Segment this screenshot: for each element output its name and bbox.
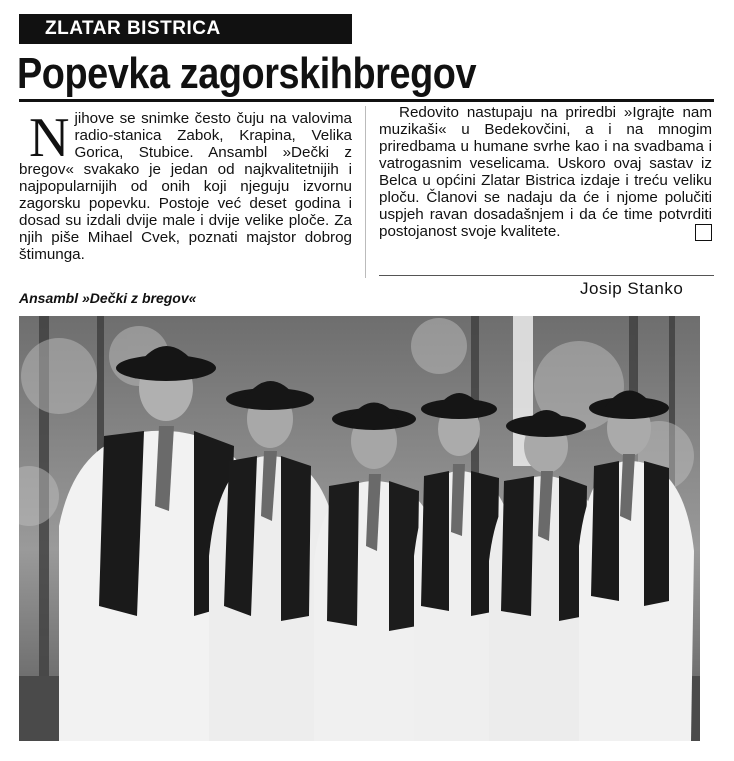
lead-column (19, 110, 352, 280)
kicker-label: ZLATAR BISTRICA (19, 14, 352, 44)
right-column (379, 104, 712, 267)
end-of-article-square-icon (695, 224, 712, 241)
headline: Popevka zagorskihbregov (17, 49, 477, 98)
column-divider (365, 106, 366, 278)
band-photo-image (19, 316, 700, 741)
photo-caption: Ansambl »Dečki z bregov« (19, 290, 197, 306)
author-byline: Josip Stanko (580, 279, 684, 298)
headline-rule (19, 99, 714, 102)
drop-cap: N (29, 110, 70, 169)
author-rule (379, 275, 714, 276)
right-paragraph: Redovito nastupaju na priredbi »Igrajte nam muzikaši« u Bedekovčini, a i na mnogim priredbama u humane svrhe kao i na svadbama i vatrogasnim veselicama. Uskoro ovaj sastav iz Belca u općini Zlatar Bistrica izdaje i treću veliku ploču. Članovi se nadaju da će i njome polučiti uspjeh ravan dosadašnjem i da će time potvrditi postojanost svoje kvalitete. (379, 104, 712, 240)
band-photo (19, 316, 700, 741)
lead-paragraph: jihove se snimke često čuju na valovima radio-stanica Zabok, Krapina, Velika Gorica, Stubice. Ansambl »Dečki z bregov« svakako je jedan od najkvalitetnijih i najpopularnijih od onih koji njeguju izvornu zagorsku popevku. Postoje već deset godina i dosad su izdali dvije male i dvije velike ploče. Za njih piše Mihael Cvek, poznati majstor dobrog štimunga. (19, 110, 352, 263)
